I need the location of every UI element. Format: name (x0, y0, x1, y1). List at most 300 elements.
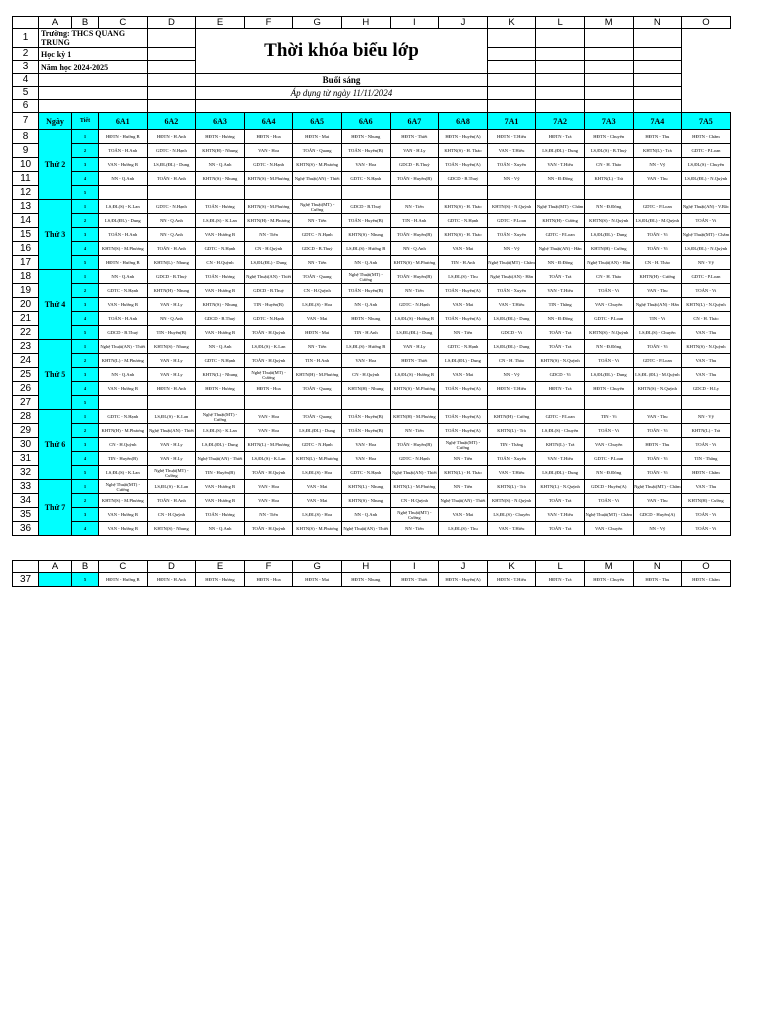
schedule-cell[interactable]: TOÁN - Vi (682, 214, 731, 228)
schedule-cell[interactable]: KHTN(L) - Nhung (341, 480, 390, 494)
schedule-cell[interactable]: TIN - Thắng (682, 452, 731, 466)
schedule-cell[interactable]: VAN - Mai (439, 242, 488, 256)
schedule-cell[interactable]: HĐTN - T.Hiếu (487, 573, 536, 587)
schedule-cell[interactable]: KHTN(S) - N.Quỳnh (536, 354, 585, 368)
schedule-cell[interactable]: TOÁN - Huyền(B) (390, 438, 439, 452)
schedule-cell[interactable]: GDTC - N.Hạnh (293, 438, 342, 452)
schedule-cell[interactable]: NN - Q.Anh (99, 368, 148, 382)
schedule-cell[interactable]: KHTN(L) - Trà (536, 438, 585, 452)
row-number[interactable]: 34 (13, 494, 39, 508)
schedule-cell[interactable] (147, 186, 196, 200)
schedule-cell[interactable]: TOÁN - H.Anh (147, 242, 196, 256)
schedule-cell[interactable] (147, 396, 196, 410)
column-letter[interactable]: E (196, 561, 245, 573)
schedule-cell[interactable]: HĐTN - Hướng B (99, 130, 148, 144)
schedule-cell[interactable]: LS,ĐL(ĐL) - Dung (584, 368, 633, 382)
schedule-cell[interactable]: VAN - T.Hiếu (536, 508, 585, 522)
schedule-cell[interactable]: HĐTN - Trà (536, 130, 585, 144)
schedule-cell[interactable]: KHTN(S) - Nhung (341, 228, 390, 242)
schedule-cell[interactable]: CN - H. Thảo (487, 354, 536, 368)
schedule-cell[interactable]: KHTN(H) - Nhung (341, 382, 390, 396)
schedule-cell[interactable]: KHTN(L) - Trà (682, 424, 731, 438)
schedule-cell[interactable]: VAN - Mai (439, 508, 488, 522)
schedule-cell[interactable]: CN - H.Quỳnh (293, 284, 342, 298)
row-number[interactable]: 27 (13, 396, 39, 410)
column-letter[interactable]: M (584, 561, 633, 573)
empty-cell[interactable] (147, 48, 196, 61)
schedule-cell[interactable]: NN - Tiến (293, 256, 342, 270)
schedule-cell[interactable]: HĐTN - Hoa (244, 382, 293, 396)
schedule-cell[interactable]: VAN - Hoa (244, 424, 293, 438)
schedule-cell[interactable]: Nghệ Thuật(AN) - Hân (536, 242, 585, 256)
schedule-cell[interactable] (390, 396, 439, 410)
schedule-cell[interactable]: HĐTN - H.Anh (147, 382, 196, 396)
schedule-cell[interactable]: VAN - Hoa (341, 354, 390, 368)
schedule-cell[interactable]: TOÁN - Xuyến (487, 452, 536, 466)
schedule-cell[interactable]: KHTN(L) - Trà (633, 144, 682, 158)
schedule-cell[interactable]: KHTN(S) - H. Thảo (439, 200, 488, 214)
schedule-cell[interactable]: VAN - Thu (633, 284, 682, 298)
schedule-cell[interactable]: TOÁN - H.Quỳnh (244, 354, 293, 368)
column-letter[interactable]: I (390, 17, 439, 29)
column-letter[interactable]: J (439, 561, 488, 573)
schedule-cell[interactable]: TOÁN - Trà (536, 270, 585, 284)
schedule-cell[interactable]: KHTN(S) - M.Phương (293, 522, 342, 536)
schedule-cell[interactable]: VAN - Mai (293, 312, 342, 326)
schedule-cell[interactable]: LS,ĐL(ĐL) - Dung (536, 144, 585, 158)
empty-cell[interactable] (536, 61, 585, 74)
empty-cell[interactable] (147, 87, 196, 100)
schedule-cell[interactable]: TOÁN - Quang (293, 382, 342, 396)
schedule-cell[interactable]: HĐTN - Hương (196, 573, 245, 587)
schedule-cell[interactable]: TIN - Huyền(B) (147, 326, 196, 340)
empty-cell[interactable] (536, 100, 585, 113)
schedule-cell[interactable]: VAN - Mai (293, 480, 342, 494)
empty-cell[interactable] (633, 87, 682, 100)
schedule-cell[interactable] (390, 186, 439, 200)
schedule-cell[interactable]: HĐTN - Thiết (390, 130, 439, 144)
schedule-cell[interactable]: VAN - Hướng B (99, 158, 148, 172)
schedule-cell[interactable]: NN - Đ.Đông (584, 340, 633, 354)
schedule-cell[interactable]: Nghệ Thuật(AN) - Thiết (147, 424, 196, 438)
column-letter[interactable]: N (633, 17, 682, 29)
schedule-cell[interactable]: LS,ĐL(S) - K.Lan (147, 480, 196, 494)
schedule-cell[interactable]: KHTN(L) - M.Phương (244, 438, 293, 452)
schedule-cell[interactable]: KHTN(S) - N.Quỳnh (633, 382, 682, 396)
schedule-cell[interactable]: NN - Vỹ (487, 368, 536, 382)
column-letter[interactable]: G (293, 561, 342, 573)
empty-cell[interactable] (487, 74, 536, 87)
schedule-cell[interactable]: LS,ĐL(S) - Hướng B (390, 312, 439, 326)
schedule-cell[interactable]: NN - Tiến (244, 228, 293, 242)
schedule-cell[interactable]: VAN - Hướng B (99, 522, 148, 536)
schedule-cell[interactable]: VAN - Hoa (341, 452, 390, 466)
row-number[interactable]: 16 (13, 242, 39, 256)
schedule-cell[interactable] (196, 186, 245, 200)
schedule-cell[interactable]: LS,ĐL(S) - K.Lan (196, 214, 245, 228)
column-letter[interactable]: L (536, 561, 585, 573)
schedule-cell[interactable]: GDTC - P.Loan (682, 144, 731, 158)
schedule-cell[interactable]: Nghệ Thuật(AN) - Thiết (341, 522, 390, 536)
empty-cell[interactable] (147, 29, 196, 48)
schedule-cell[interactable]: LS,ĐL(ĐL) - Dung (293, 424, 342, 438)
schedule-cell[interactable]: GDTC - N.Hạnh (196, 242, 245, 256)
schedule-cell[interactable]: TOÁN - Vi (682, 284, 731, 298)
schedule-cell[interactable]: GDTC - P.Loan (536, 228, 585, 242)
schedule-cell[interactable]: HĐTN - Mai (293, 326, 342, 340)
schedule-cell[interactable]: HĐTN - H.Anh (147, 130, 196, 144)
schedule-cell[interactable]: TOÁN - Vi (584, 354, 633, 368)
schedule-cell[interactable]: HĐTN - Hương (196, 382, 245, 396)
schedule-cell[interactable]: HĐTN - Trà (536, 382, 585, 396)
schedule-cell[interactable]: VAN - Mai (439, 368, 488, 382)
schedule-cell[interactable]: KHTN(H) - Nhung (147, 284, 196, 298)
schedule-cell[interactable]: KHTN(S) - M.Phương (390, 256, 439, 270)
row-number[interactable]: 31 (13, 452, 39, 466)
schedule-cell[interactable]: GDCD - Vi (487, 326, 536, 340)
schedule-cell[interactable]: VAN - Hướng B (196, 284, 245, 298)
schedule-cell[interactable]: VAN - Hoa (341, 438, 390, 452)
schedule-cell[interactable]: NN - Q.Anh (390, 242, 439, 256)
schedule-cell[interactable]: LS,ĐL(S) - Thu (439, 270, 488, 284)
schedule-cell[interactable]: GDTC - N.Hạnh (341, 172, 390, 186)
empty-cell[interactable] (487, 100, 536, 113)
schedule-cell[interactable]: NN - Tiến (390, 200, 439, 214)
schedule-cell[interactable]: GDTC - P.Loan (682, 270, 731, 284)
schedule-cell[interactable] (439, 396, 488, 410)
schedule-cell[interactable]: GDCD - B.Thuỷ (196, 312, 245, 326)
schedule-cell[interactable]: Nghệ Thuật(AN) - Hân (584, 256, 633, 270)
column-letter[interactable]: K (487, 561, 536, 573)
schedule-cell[interactable]: TOÁN - Vi (584, 284, 633, 298)
schedule-cell[interactable]: Nghệ Thuật(AN) - Thiết (439, 494, 488, 508)
schedule-cell[interactable]: LS,ĐL(ĐL) - Dung (487, 340, 536, 354)
schedule-cell[interactable]: KHTN(S) - Nhung (196, 172, 245, 186)
schedule-cell[interactable]: NN - Vỹ (487, 242, 536, 256)
empty-cell[interactable] (633, 61, 682, 74)
row-number[interactable]: 2 (13, 48, 39, 61)
schedule-cell[interactable]: VAN - Hướng B (99, 508, 148, 522)
schedule-cell[interactable]: GDTC - P.Loan (487, 214, 536, 228)
row-number[interactable]: 20 (13, 298, 39, 312)
schedule-cell[interactable]: TOÁN - Huyền(B) (341, 144, 390, 158)
schedule-cell[interactable]: TOÁN - Quang (293, 270, 342, 284)
schedule-cell[interactable]: KHTN(L) - Nhung (196, 368, 245, 382)
schedule-cell[interactable]: LS,ĐL(ĐL) - Dung (536, 466, 585, 480)
schedule-cell[interactable]: TOÁN - Vi (682, 438, 731, 452)
schedule-cell[interactable]: TIN - Thắng (487, 438, 536, 452)
schedule-cell[interactable]: Nghệ Thuật(MT) - Châm (633, 480, 682, 494)
schedule-cell[interactable]: TOÁN - Xuyến (487, 284, 536, 298)
schedule-cell[interactable] (341, 396, 390, 410)
row-number[interactable]: 5 (13, 87, 39, 100)
schedule-cell[interactable]: HĐTN - Chuyên (584, 382, 633, 396)
schedule-cell[interactable]: Nghệ Thuật(MT) - Cường (293, 200, 342, 214)
schedule-cell[interactable]: HĐTN - Châm (682, 466, 731, 480)
schedule-cell[interactable]: HĐTN - Thu (633, 130, 682, 144)
schedule-cell[interactable] (633, 396, 682, 410)
schedule-cell[interactable] (99, 396, 148, 410)
schedule-cell[interactable]: TOÁN - Vi (584, 494, 633, 508)
schedule-cell[interactable]: TIN - Huyền(B) (99, 452, 148, 466)
schedule-cell[interactable] (487, 396, 536, 410)
schedule-cell[interactable]: VAN - H.Ly (390, 340, 439, 354)
schedule-cell[interactable]: HĐTN - Hướng B (99, 573, 148, 587)
column-letter[interactable]: E (196, 17, 245, 29)
schedule-cell[interactable]: HĐTN - Chuyên (584, 130, 633, 144)
schedule-cell[interactable]: TIN - H.Anh (341, 326, 390, 340)
schedule-cell[interactable]: TOÁN - Vi (633, 466, 682, 480)
schedule-cell[interactable]: NN - Đ.Đông (536, 256, 585, 270)
schedule-cell[interactable]: VAN - T.Hiếu (487, 466, 536, 480)
schedule-cell[interactable]: LS,ĐL (ĐL) - M.Quỳnh (633, 368, 682, 382)
schedule-cell[interactable]: LS,ĐL(ĐL) - Dung (244, 256, 293, 270)
schedule-cell[interactable] (682, 186, 731, 200)
schedule-cell[interactable]: KHTN(H) - Cường (487, 410, 536, 424)
empty-cell[interactable] (584, 100, 633, 113)
schedule-cell[interactable]: VAN - Hướng B (196, 494, 245, 508)
empty-cell[interactable] (487, 87, 536, 100)
schedule-cell[interactable]: KHTN(S) - H. Thảo (439, 228, 488, 242)
schedule-cell[interactable]: Nghệ Thuật(MT) - Châm (536, 200, 585, 214)
schedule-cell[interactable]: KHTN(L) - H. Thảo (439, 466, 488, 480)
empty-cell[interactable] (584, 74, 633, 87)
schedule-cell[interactable]: TOÁN - Vi (584, 424, 633, 438)
row-number[interactable]: 19 (13, 284, 39, 298)
schedule-cell[interactable]: NN - Tiến (390, 284, 439, 298)
empty-cell[interactable] (633, 100, 682, 113)
schedule-cell[interactable]: HĐTN - Nhung (341, 312, 390, 326)
schedule-cell[interactable]: GDTC - N.Hạnh (439, 340, 488, 354)
schedule-cell[interactable]: Nghệ Thuật(MT) - Cường (99, 480, 148, 494)
schedule-cell[interactable]: GDCD - B.Thuỷ (244, 284, 293, 298)
row-number[interactable]: 10 (13, 158, 39, 172)
schedule-cell[interactable]: VAN - Hướng B (196, 326, 245, 340)
schedule-cell[interactable]: HĐTN - Hướng B (99, 256, 148, 270)
schedule-cell[interactable]: TOÁN - Huyền(B) (341, 424, 390, 438)
schedule-cell[interactable]: VAN - Thu (682, 368, 731, 382)
schedule-cell[interactable]: KHTN(L) - N.Quỳnh (682, 298, 731, 312)
schedule-cell[interactable] (293, 186, 342, 200)
schedule-cell[interactable]: VAN - Thu (633, 410, 682, 424)
schedule-cell[interactable] (633, 186, 682, 200)
schedule-cell[interactable]: NN - Q.Anh (147, 312, 196, 326)
schedule-cell[interactable]: TOÁN - Trà (536, 522, 585, 536)
schedule-cell[interactable]: VAN - Thu (682, 354, 731, 368)
column-letter[interactable]: L (536, 17, 585, 29)
schedule-cell[interactable]: NN - Tiến (439, 452, 488, 466)
schedule-cell[interactable]: GDTC - N.Hạnh (244, 158, 293, 172)
schedule-cell[interactable]: GDTC - N.Hạnh (196, 354, 245, 368)
schedule-cell[interactable]: HĐTN - Châm (682, 573, 731, 587)
schedule-cell[interactable]: VAN - H.Ly (147, 354, 196, 368)
schedule-cell[interactable]: VAN - Thu (682, 480, 731, 494)
schedule-cell[interactable]: LS,ĐL(ĐL) - N.Quỳnh (682, 242, 731, 256)
schedule-cell[interactable]: NN - Q.Anh (196, 340, 245, 354)
schedule-cell[interactable]: LS,ĐL(S) - K.Lan (147, 410, 196, 424)
schedule-cell[interactable]: HĐTN - Chuyên (584, 573, 633, 587)
row-number[interactable]: 6 (13, 100, 39, 113)
column-letter[interactable]: H (341, 17, 390, 29)
schedule-cell[interactable]: VAN - Thu (682, 326, 731, 340)
schedule-cell[interactable]: KHTN(S) - Nhung (147, 340, 196, 354)
column-letter[interactable]: O (682, 561, 731, 573)
schedule-cell[interactable]: TIN - Huyền(B) (196, 466, 245, 480)
schedule-cell[interactable]: HĐTN - Hương (196, 130, 245, 144)
schedule-cell[interactable]: NN - Q.Anh (99, 172, 148, 186)
schedule-cell[interactable]: GDCD - H.Ly (682, 382, 731, 396)
schedule-cell[interactable]: TOÁN - Vi (682, 522, 731, 536)
column-letter[interactable]: F (244, 17, 293, 29)
schedule-cell[interactable]: KHTN(S) - Nhung (196, 298, 245, 312)
schedule-cell[interactable]: TOÁN - Hương (196, 200, 245, 214)
schedule-cell[interactable]: TOÁN - Huyền(A) (439, 410, 488, 424)
column-letter[interactable]: B (72, 17, 99, 29)
column-letter[interactable]: A (39, 17, 72, 29)
schedule-cell[interactable]: LS,ĐL(S) - Chuyên (682, 158, 731, 172)
schedule-cell[interactable]: TOÁN - H.Anh (99, 228, 148, 242)
schedule-cell[interactable]: LS,ĐL(S) - Chuyên (487, 508, 536, 522)
empty-cell[interactable] (584, 48, 633, 61)
schedule-cell[interactable]: KHTN(S) - N.Quỳnh (487, 494, 536, 508)
schedule-cell[interactable]: LS,ĐL(S) - Hoa (293, 508, 342, 522)
schedule-cell[interactable]: LS,ĐL(S) - Hoa (293, 466, 342, 480)
schedule-cell[interactable]: KHTN(L) - Trà (487, 424, 536, 438)
schedule-cell[interactable]: Nghệ Thuật(AN) - Thiết (99, 340, 148, 354)
empty-cell[interactable] (147, 74, 196, 87)
schedule-cell[interactable]: VAN - T.Hiếu (487, 298, 536, 312)
schedule-cell[interactable]: GDTC - N.Hạnh (99, 284, 148, 298)
schedule-cell[interactable]: HĐTN - Mai (293, 573, 342, 587)
schedule-cell[interactable]: KHTN(H) - Cường (682, 494, 731, 508)
schedule-cell[interactable]: LS,ĐL(ĐL) - Dung (439, 354, 488, 368)
schedule-cell[interactable]: LS,ĐL(S) - Chuyên (536, 424, 585, 438)
schedule-cell[interactable]: LS,ĐL(S) - Hướng B (390, 368, 439, 382)
schedule-cell[interactable]: VAN - Hoa (244, 410, 293, 424)
schedule-cell[interactable]: VAN - T.Hiếu (487, 522, 536, 536)
schedule-cell[interactable]: TOÁN - Huyền(B) (341, 410, 390, 424)
schedule-cell[interactable]: NN - Tiến (390, 522, 439, 536)
schedule-cell[interactable]: LS,ĐL(S) - Chuyên (633, 326, 682, 340)
row-number[interactable]: 9 (13, 144, 39, 158)
schedule-cell[interactable]: KHTN(H) - Cường (633, 270, 682, 284)
schedule-cell[interactable] (293, 396, 342, 410)
schedule-cell[interactable]: GDCD - B.Thuỷ (341, 200, 390, 214)
row-number[interactable]: 36 (13, 522, 39, 536)
empty-cell[interactable] (39, 100, 148, 113)
schedule-cell[interactable] (341, 186, 390, 200)
schedule-cell[interactable]: GDTC - N.Hạnh (390, 298, 439, 312)
schedule-cell[interactable]: KHTN(S) - N.Quỳnh (584, 214, 633, 228)
schedule-cell[interactable]: HĐTN - H.Anh (147, 573, 196, 587)
empty-cell[interactable] (633, 48, 682, 61)
schedule-cell[interactable]: NN - Tiến (244, 508, 293, 522)
schedule-cell[interactable]: TOÁN - Hương (196, 270, 245, 284)
schedule-cell[interactable]: CN - H.Quỳnh (244, 242, 293, 256)
empty-cell[interactable] (584, 87, 633, 100)
column-letter[interactable]: F (244, 561, 293, 573)
schedule-cell[interactable]: KHTN(S) - N.Quỳnh (682, 340, 731, 354)
row-number[interactable]: 12 (13, 186, 39, 200)
schedule-cell[interactable]: VAN - H.Ly (147, 452, 196, 466)
row-number[interactable]: 28 (13, 410, 39, 424)
column-letter[interactable]: O (682, 17, 731, 29)
empty-cell[interactable] (584, 61, 633, 74)
schedule-cell[interactable]: GDTC - N.Hạnh (99, 410, 148, 424)
schedule-cell[interactable]: KHTN(H) - M.Phương (293, 368, 342, 382)
schedule-cell[interactable]: GDTC - N.Hạnh (439, 214, 488, 228)
schedule-cell[interactable]: LS,ĐL(ĐL) - N.Quỳnh (682, 172, 731, 186)
schedule-cell[interactable] (536, 186, 585, 200)
schedule-cell[interactable]: VAN - T.Hiếu (536, 452, 585, 466)
schedule-cell[interactable]: LS,ĐL(ĐL) - Dung (99, 214, 148, 228)
row-number[interactable]: 17 (13, 256, 39, 270)
schedule-cell[interactable]: LS,ĐL(S) - K.Lan (99, 200, 148, 214)
schedule-cell[interactable]: KHTN(S) - H. Thảo (439, 144, 488, 158)
schedule-cell[interactable]: NN - Vỹ (633, 522, 682, 536)
schedule-cell[interactable]: KHTN(S) - M.Phương (99, 242, 148, 256)
row-number[interactable]: 18 (13, 270, 39, 284)
schedule-cell[interactable]: VAN - Thu (633, 172, 682, 186)
schedule-cell[interactable]: KHTN(L) - M.Phương (390, 480, 439, 494)
row-number[interactable]: 14 (13, 214, 39, 228)
schedule-cell[interactable]: NN - Tiến (390, 424, 439, 438)
schedule-cell[interactable]: VAN - Hoa (244, 494, 293, 508)
schedule-cell[interactable]: TOÁN - Huyền(A) (439, 424, 488, 438)
row-number[interactable]: 30 (13, 438, 39, 452)
empty-cell[interactable] (536, 29, 585, 48)
schedule-cell[interactable]: NN - Q.Anh (147, 228, 196, 242)
schedule-cell[interactable]: TOÁN - Vi (633, 424, 682, 438)
column-letter[interactable]: N (633, 561, 682, 573)
schedule-cell[interactable]: VAN - Chuyên (584, 522, 633, 536)
schedule-cell[interactable] (196, 396, 245, 410)
schedule-cell[interactable]: HĐTN - Thu (633, 438, 682, 452)
row-number[interactable]: 11 (13, 172, 39, 186)
schedule-cell[interactable]: TOÁN - Vi (633, 452, 682, 466)
schedule-cell[interactable]: TOÁN - Huyền(B) (390, 270, 439, 284)
column-letter[interactable]: C (99, 17, 148, 29)
schedule-cell[interactable]: LS,ĐL(S) - K.Lan (244, 340, 293, 354)
schedule-cell[interactable]: TOÁN - Huyền(A) (439, 284, 488, 298)
schedule-cell[interactable]: NN - Vỹ (682, 256, 731, 270)
schedule-cell[interactable]: LS,ĐL(S) - Thu (439, 522, 488, 536)
row-number[interactable]: 8 (13, 130, 39, 144)
schedule-cell[interactable]: KHTN(S) - M.Phương (293, 158, 342, 172)
schedule-cell[interactable]: HĐTN - T.Hiếu (487, 130, 536, 144)
schedule-cell[interactable]: KHTN(L) - Trà (487, 480, 536, 494)
schedule-cell[interactable]: NN - Q.Anh (99, 270, 148, 284)
schedule-cell[interactable]: TOÁN - H.Quỳnh (244, 522, 293, 536)
schedule-cell[interactable]: TOÁN - Hương (196, 508, 245, 522)
schedule-cell[interactable]: TOÁN - H.Quỳnh (244, 326, 293, 340)
schedule-cell[interactable]: GDTC - N.Hạnh (341, 466, 390, 480)
schedule-cell[interactable]: GDTC - P.Loan (633, 354, 682, 368)
empty-cell[interactable] (147, 100, 196, 113)
schedule-cell[interactable]: LS,ĐL(ĐL) - Dung (390, 326, 439, 340)
schedule-cell[interactable]: KHTN(H) - Nhung (196, 144, 245, 158)
schedule-cell[interactable]: VAN - Hướng B (99, 382, 148, 396)
schedule-cell[interactable]: HĐTN - Huyền(A) (439, 130, 488, 144)
schedule-cell[interactable]: VAN - Mai (293, 494, 342, 508)
row-number[interactable]: 15 (13, 228, 39, 242)
schedule-cell[interactable]: TOÁN - H.Anh (99, 312, 148, 326)
schedule-cell[interactable]: Nghệ Thuật(MT) - Cường (439, 438, 488, 452)
schedule-cell[interactable]: CN - H.Quỳnh (341, 368, 390, 382)
schedule-cell[interactable]: TIN - Vi (633, 312, 682, 326)
schedule-cell[interactable]: LS,ĐL(ĐL) - Dung (487, 312, 536, 326)
schedule-cell[interactable]: NN - Đ.Đông (584, 200, 633, 214)
